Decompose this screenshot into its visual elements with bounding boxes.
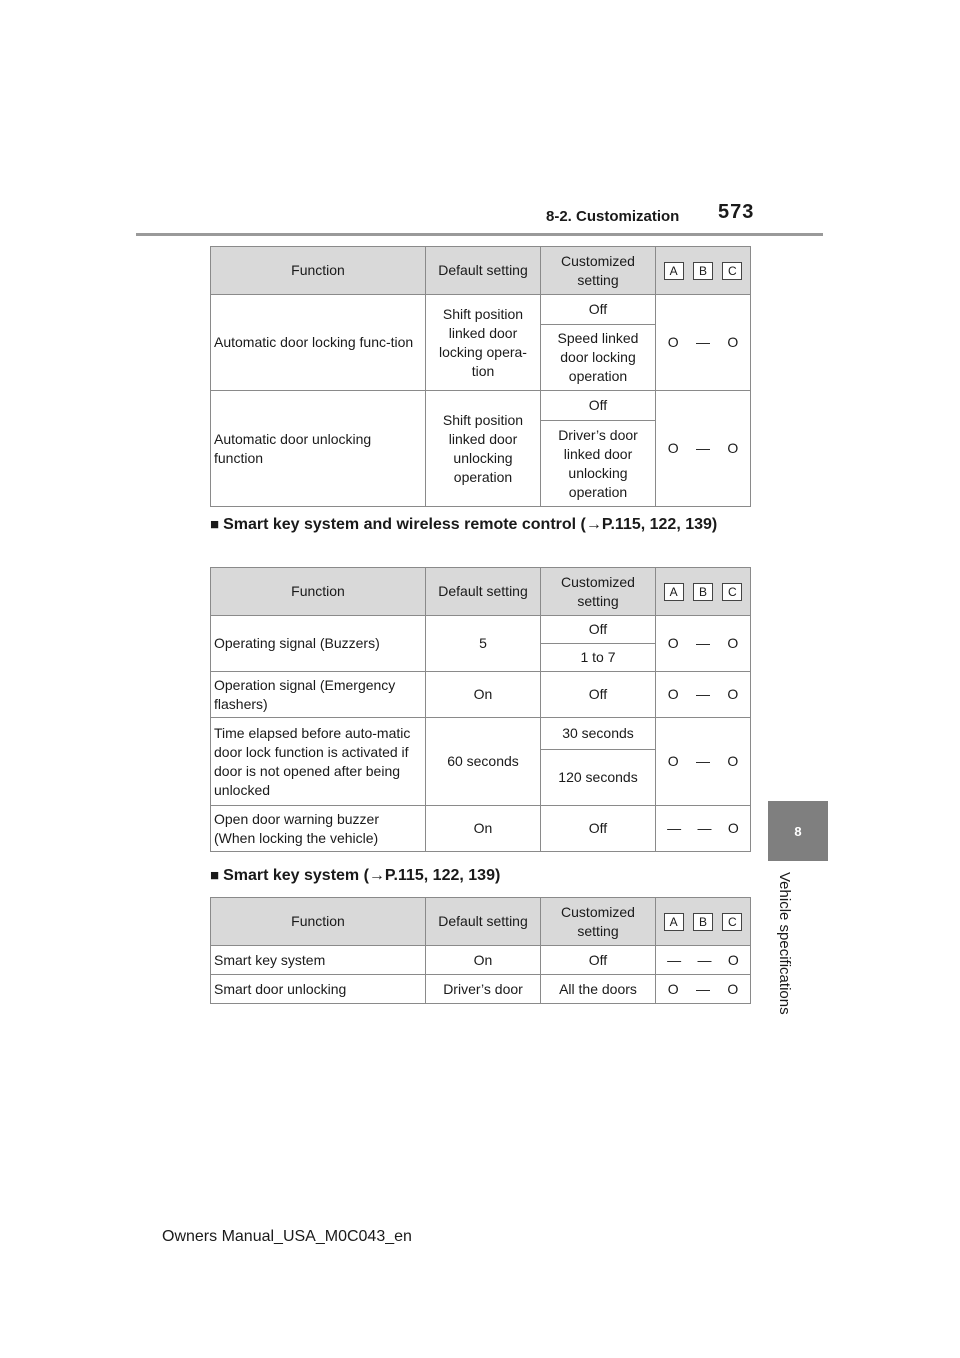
col-a-box: A xyxy=(664,583,684,601)
col-default: Default setting xyxy=(426,568,541,616)
c-value: O xyxy=(727,686,739,702)
col-function: Function xyxy=(211,247,426,295)
col-c-box: C xyxy=(722,913,742,931)
chapter-side-label: Vehicle specifications xyxy=(776,872,793,1015)
abc-cell xyxy=(656,672,751,718)
section-heading-text: Smart key system (→P.115, 122, 139) xyxy=(223,867,501,884)
col-function: Function xyxy=(211,898,426,946)
b-value: — xyxy=(696,980,710,997)
function-cell: Smart key system xyxy=(211,946,426,975)
col-custom: Customized setting xyxy=(541,568,656,616)
c-value: O xyxy=(727,334,739,350)
col-c-box: C xyxy=(722,262,742,280)
custom-cell: Driver’s door linked door unlocking operation xyxy=(541,421,656,507)
table-header-row xyxy=(211,898,751,946)
section-title: 8-2. Customization xyxy=(546,208,680,225)
a-value: O xyxy=(667,334,679,350)
c-value: O xyxy=(727,440,739,456)
function-cell: Automatic door locking func-tion xyxy=(211,295,426,391)
chapter-tab[interactable] xyxy=(768,801,828,861)
smart-key-table xyxy=(210,897,751,1004)
abc-cell xyxy=(656,946,751,975)
col-c-box: C xyxy=(722,583,742,601)
abc-cell xyxy=(656,391,751,507)
col-abc xyxy=(656,898,751,946)
b-value: — xyxy=(697,820,712,836)
abc-cell xyxy=(656,806,751,852)
b-value: — xyxy=(696,635,710,651)
function-cell: Open door warning buzzer (When locking the vehicle) xyxy=(211,806,426,852)
col-b-box: B xyxy=(693,262,713,280)
table-row xyxy=(211,295,751,325)
function-cell: Smart door unlocking xyxy=(211,975,426,1004)
function-cell: Operation signal (Emergency flashers) xyxy=(211,672,426,718)
a-value: O xyxy=(667,753,679,769)
col-b-box: B xyxy=(693,583,713,601)
default-cell: On xyxy=(426,672,541,718)
col-custom: Customized setting xyxy=(541,898,656,946)
c-value: O xyxy=(727,820,739,836)
b-value: — xyxy=(696,440,710,456)
custom-cell: Off xyxy=(541,295,656,325)
a-value: O xyxy=(667,635,679,651)
custom-cell: Off xyxy=(541,806,656,852)
col-abc xyxy=(656,247,751,295)
custom-cell: Off xyxy=(541,672,656,718)
default-cell: On xyxy=(426,806,541,852)
b-value: — xyxy=(697,951,712,968)
door-lock-table xyxy=(210,246,751,507)
custom-cell: Speed linked door locking operation xyxy=(541,325,656,391)
b-value: — xyxy=(696,334,710,350)
smart-key-remote-table xyxy=(210,567,751,852)
chapter-number: 8 xyxy=(794,823,802,839)
custom-cell: Off xyxy=(541,391,656,421)
custom-cell: Off xyxy=(541,616,656,644)
table-row xyxy=(211,391,751,421)
a-value: O xyxy=(667,686,679,702)
c-value: O xyxy=(727,951,739,968)
c-value: O xyxy=(727,753,739,769)
default-cell: Shift position linked door locking opera-tion xyxy=(426,295,541,391)
abc-cell xyxy=(656,718,751,806)
custom-cell: 120 seconds xyxy=(541,750,656,806)
footer-text: Owners Manual_USA_M0C043_en xyxy=(162,1228,412,1245)
table-row xyxy=(211,672,751,718)
a-value: — xyxy=(667,820,682,836)
table-row xyxy=(211,718,751,750)
default-cell: On xyxy=(426,946,541,975)
abc-cell xyxy=(656,975,751,1004)
col-abc xyxy=(656,568,751,616)
table-row xyxy=(211,806,751,852)
table-header-row xyxy=(211,247,751,295)
function-cell: Time elapsed before auto-matic door lock function is activated if door is not opened after being unlocked xyxy=(211,718,426,806)
col-default: Default setting xyxy=(426,247,541,295)
a-value: O xyxy=(667,980,679,997)
col-b-box: B xyxy=(693,913,713,931)
b-value: — xyxy=(696,686,710,702)
default-cell: Shift position linked door unlocking operation xyxy=(426,391,541,507)
default-cell: 5 xyxy=(426,616,541,672)
abc-cell xyxy=(656,616,751,672)
page-number: 573 xyxy=(718,201,755,223)
default-cell: Driver’s door xyxy=(426,975,541,1004)
bullet-square-icon: ■ xyxy=(210,867,220,884)
header-rule xyxy=(136,233,823,236)
a-value: O xyxy=(667,440,679,456)
col-a-box: A xyxy=(664,913,684,931)
abc-cell xyxy=(656,295,751,391)
custom-cell: All the doors xyxy=(541,975,656,1004)
b-value: — xyxy=(696,753,710,769)
bullet-square-icon: ■ xyxy=(210,516,220,533)
default-cell: 60 seconds xyxy=(426,718,541,806)
function-cell: Automatic door unlocking function xyxy=(211,391,426,507)
custom-cell: 30 seconds xyxy=(541,718,656,750)
table-row xyxy=(211,975,751,1004)
function-cell: Operating signal (Buzzers) xyxy=(211,616,426,672)
section-heading-smart-key-remote xyxy=(210,514,750,536)
col-default: Default setting xyxy=(426,898,541,946)
custom-cell: Off xyxy=(541,946,656,975)
table-row xyxy=(211,946,751,975)
table-row xyxy=(211,616,751,644)
col-function: Function xyxy=(211,568,426,616)
custom-cell: 1 to 7 xyxy=(541,644,656,672)
c-value: O xyxy=(727,635,739,651)
table-header-row xyxy=(211,568,751,616)
col-custom: Customized setting xyxy=(541,247,656,295)
section-heading-smart-key xyxy=(210,865,750,887)
col-a-box: A xyxy=(664,262,684,280)
section-heading-text: Smart key system and wireless remote control (→P.115, 122, 139) xyxy=(223,516,718,533)
a-value: — xyxy=(667,951,682,968)
c-value: O xyxy=(727,980,739,997)
